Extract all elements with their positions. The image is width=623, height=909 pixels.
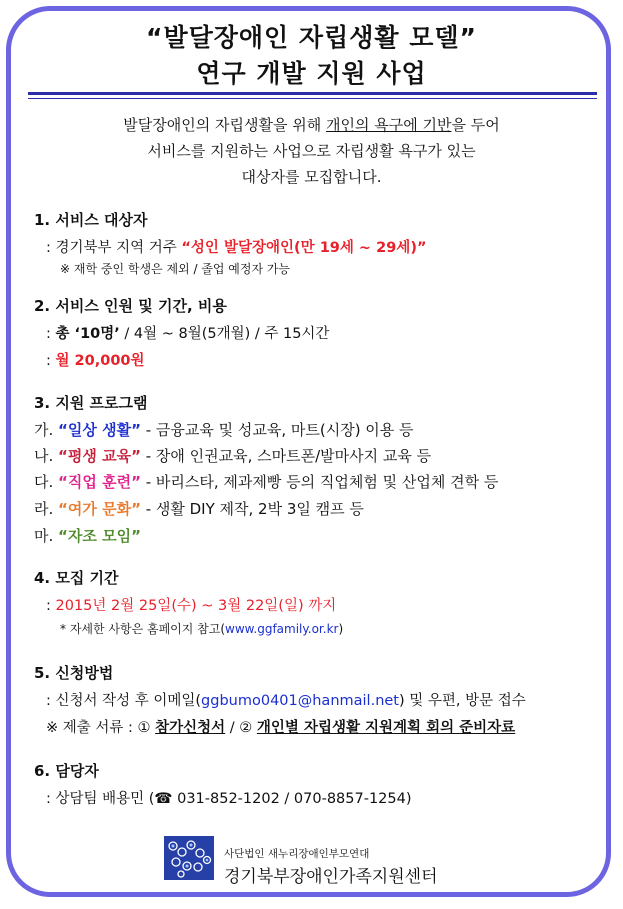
program-name: “평생 교육” <box>58 447 141 465</box>
documents-text: ※ 제출 서류 : ① <box>46 720 156 736</box>
contact-line <box>46 787 412 808</box>
cost-line <box>46 349 145 370</box>
people-line <box>46 322 329 343</box>
section-heading-target: 1. 서비스 대상자 <box>34 211 148 229</box>
period-value: 2015년 2월 25일(수) ~ 3월 22일(일) 까지 <box>55 598 337 614</box>
contact-phones: 031-852-1202 / 070-8857-1254) <box>172 791 412 807</box>
cost-prefix: : <box>46 353 56 369</box>
documents-line <box>46 716 515 737</box>
homepage-link[interactable]: www.ggfamily.or.kr <box>225 622 339 636</box>
organization-logo-icon <box>164 836 214 880</box>
period-prefix: : <box>46 598 56 614</box>
page-title-line2: 연구 개발 지원 사업 <box>196 59 427 88</box>
program-prefix: 마. <box>34 527 59 545</box>
program-item <box>34 445 431 466</box>
section-heading-people: 2. 서비스 인원 및 기간, 비용 <box>34 297 227 315</box>
phone-icon: ☎ <box>154 791 173 807</box>
intro-text: 발달장애인의 자립생활을 위해 <box>123 116 326 134</box>
people-prefix: : <box>46 326 56 342</box>
title-divider-thick <box>28 92 597 95</box>
intro-line2: 서비스를 지원하는 사업으로 자립생활 욕구가 있는 <box>147 142 476 160</box>
program-prefix: 가. <box>34 421 59 439</box>
program-item <box>34 525 141 546</box>
cost-value: 월 20,000원 <box>55 353 145 369</box>
target-highlight: “성인 발달장애인(만 19세 ~ 29세)” <box>181 240 427 256</box>
document-plan: 개인별 자립생활 지원계획 회의 준비자료 <box>256 720 516 736</box>
program-prefix: 라. <box>34 500 59 518</box>
intro-underline: 개인의 욕구에 기반 <box>325 116 452 134</box>
apply-line <box>46 689 526 710</box>
target-prefix: : 경기북부 지역 거주 <box>46 240 182 256</box>
contact-prefix: : 상담팀 배용민 ( <box>46 791 155 807</box>
intro-paragraph <box>0 112 623 190</box>
apply-text: : 신청서 작성 후 이메일( <box>46 693 202 709</box>
people-count: 총 ‘10명’ <box>55 326 120 342</box>
section-heading-period: 4. 모집 기간 <box>34 569 119 587</box>
program-name: “직업 훈련” <box>58 473 141 491</box>
program-name: “여가 문화” <box>58 500 141 518</box>
section-heading-program: 3. 지원 프로그램 <box>34 394 148 412</box>
organization-name: 경기북부장애인가족지원센터 <box>224 867 438 887</box>
homepage-note-end: ) <box>338 622 344 636</box>
program-desc: - 금융교육 및 성교육, 마트(시장) 이용 등 <box>140 421 414 439</box>
page-title-line1: “발달장애인 자립생활 모델” <box>146 23 477 52</box>
program-item <box>34 471 498 492</box>
program-desc: - 장애 인권교육, 스마트폰/발마사지 교육 등 <box>140 447 432 465</box>
program-item <box>34 498 364 519</box>
documents-separator: / ② <box>225 720 257 736</box>
section-heading-apply: 5. 신청방법 <box>34 664 114 682</box>
intro-line3: 대상자를 모집합니다. <box>241 168 382 186</box>
program-item <box>34 419 414 440</box>
target-line <box>46 236 426 257</box>
people-period: / 4월 ~ 8월(5개월) / 주 15시간 <box>119 326 330 342</box>
section-heading-contact: 6. 담당자 <box>34 762 99 780</box>
apply-text-end: ) 및 우편, 방문 접수 <box>399 693 526 709</box>
intro-line1 <box>0 112 623 138</box>
period-line <box>46 594 336 615</box>
program-name: “일상 생활” <box>58 421 141 439</box>
homepage-note <box>60 620 343 637</box>
program-prefix: 나. <box>34 447 59 465</box>
program-name: “자조 모임” <box>58 527 141 545</box>
program-prefix: 다. <box>34 473 59 491</box>
homepage-note-text: * 자세한 사항은 홈페이지 참고( <box>60 622 226 636</box>
intro-text: 을 두어 <box>451 116 500 134</box>
organization-subtitle: 사단법인 새누리장애인부모연대 <box>224 848 370 860</box>
document-application: 참가신청서 <box>155 720 226 736</box>
program-desc: - 생활 DIY 제작, 2박 3일 캠프 등 <box>140 500 364 518</box>
email-link[interactable]: ggbumo0401@hanmail.net <box>201 693 399 709</box>
program-desc: - 바리스타, 제과제빵 등의 직업체험 및 산업체 견학 등 <box>140 473 499 491</box>
title-divider-thin <box>28 98 597 99</box>
target-note: ※ 재학 중인 학생은 제외 / 졸업 예정자 가능 <box>60 262 291 276</box>
